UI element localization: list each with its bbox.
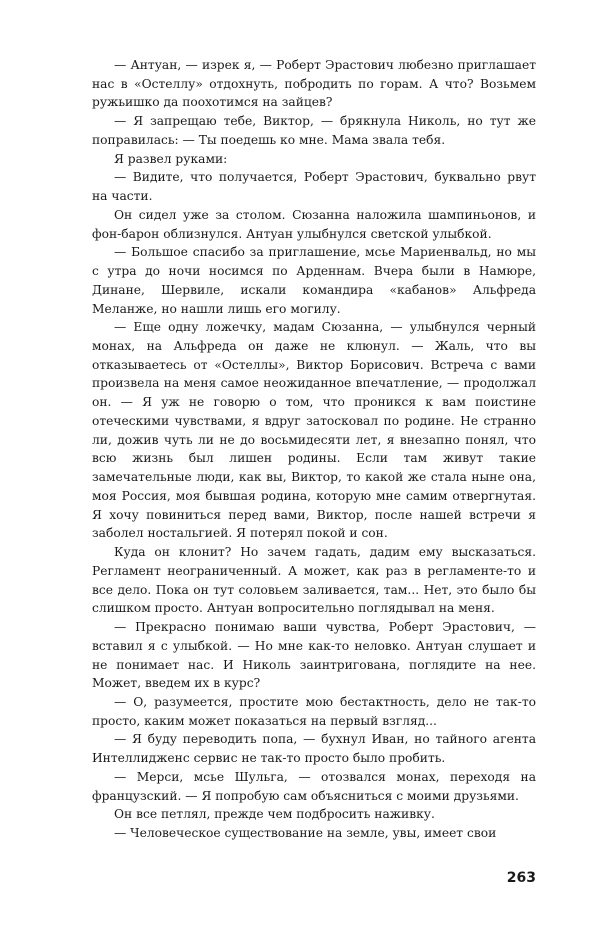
paragraph-8: Куда он клонит? Но зачем гадать, дадим ему высказаться. Регламент неограниченный. А может, как раз в регламенте-то и все дело. Пока он тут соловьем заливается, там... Нет, это было бы слишком просто. Антуан вопросительно поглядывал на меня. [92, 545, 536, 616]
paragraph-11: — Я буду переводить попа, — бухнул Иван, но тайного агента Интеллидженс сервис не так-то просто было пробить. [92, 732, 536, 766]
paragraph-14: — Человеческое существование на земле, увы, имеет свои [114, 826, 497, 841]
paragraph-2: — Я запрещаю тебе, Виктор, — брякнула Николь, но тут же поправилась: — Ты поедешь ко мне. Мама звала тебя. [92, 114, 536, 147]
paragraph-13: Он все петлял, прежде чем подбросить наживку. [114, 807, 435, 822]
paragraph-1: — Антуан, — изрек я, — Роберт Эрастович любезно приглашает нас в «Остеллу» отдохнуть, побродить по горам. А что? Возьмем ружьишко да поохотимся на зайцев? [92, 58, 536, 110]
page-number: 263 [506, 870, 536, 886]
paragraph-5: Он сидел уже за столом. Сюзанна наложила шампиньонов, и фон-барон облизнулся. Антуан улыбнулся светской улыбкой. [92, 207, 536, 241]
paragraph-3: Я развел руками: [114, 151, 228, 166]
paragraph-4: — Видите, что получается, Роберт Эрастович, буквально рвут на части. [92, 170, 536, 204]
paragraph-12: — Мерси, мсье Шульга, — отозвался монах, переходя на французский. — Я попробую сам объясниться с моими друзьями. [92, 769, 536, 803]
paragraph-6: — Большое спасибо за приглашение, мсье Мариенвальд, но мы с утра до ночи носимся по Арденнам. Вчера были в Намюре, Динане, Шервиле, искали командира «кабанов» Альфреда Меланже, но нашли лишь его могилу. [92, 245, 536, 316]
paragraph-7: — Еще одну ложечку, мадам Сюзанна, — улыбнулся черный монах, на Альфреда он даже не клюнул. — Жаль, что вы отказываетесь от «Остеллы», Виктор Борисович. Встреча с вами произвела на меня самое неожиданное впечатление, — продолжал он. — Я уж не говорю о том, что проникся к вам поистине отеческими чувствами, я вдруг затосковал по родине. Не странно ли, дожив чуть ли не до восьмидесяти лет, я внезапно понял, что всю жизнь был лишен родины. Если там живут такие замечательные люди, как вы, Виктор, то какой же стала ныне она, моя Россия, моя бывшая родина, которую мне самим отвергнутая. Я хочу повиниться перед вами, Виктор, после нашей встречи я заболел ностальгией. Я потерял покой и сон. [92, 320, 536, 541]
paragraph-9: — Прекрасно понимаю ваши чувства, Роберт Эрастович, — вставил я с улыбкой. — Но мне как-то неловко. Антуан слушает и не понимает нас. И Николь заинтригована, поглядите на нее. Может, введем их в курс? [92, 620, 536, 691]
paragraph-10: — О, разумеется, простите мою бестактность, дело не так-то просто, каким может показаться на первый взгляд... [92, 694, 536, 728]
page-text [92, 56, 536, 843]
